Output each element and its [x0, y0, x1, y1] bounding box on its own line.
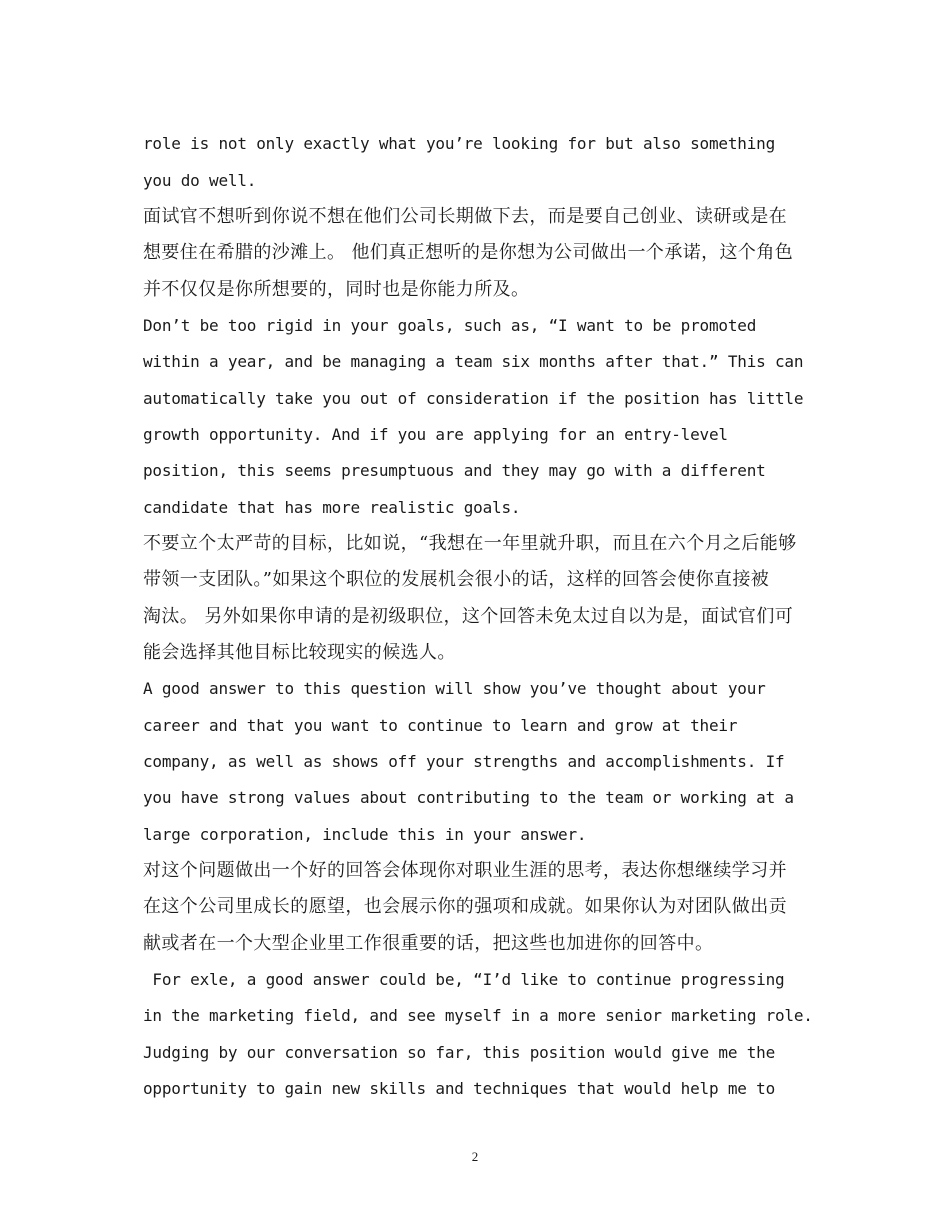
text-line: Judging by our conversation so far, this position would give me the	[143, 1043, 775, 1062]
text-line: Don’t be too rigid in your goals, such as, “I want to be promoted	[143, 316, 757, 335]
text-line: growth opportunity. And if you are applying for an entry-level	[143, 425, 728, 444]
text-line: 并不仅仅是你所想要的，同时也是你能力所及。	[143, 279, 530, 300]
text-line: you do well.	[143, 171, 257, 190]
text-line: 能会选择其他目标比较现实的候选人。	[143, 642, 456, 663]
text-line: candidate that has more realistic goals.	[143, 498, 521, 517]
text-line: automatically take you out of consideration if the position has little	[143, 389, 804, 408]
text-line: large corporation, include this in your answer.	[143, 825, 587, 844]
text-line: career and that you want to continue to learn and grow at their	[143, 716, 738, 735]
text-line: 想要住在希腊的沙滩上。 他们真正想听的是你想为公司做出一个承诺，这个角色	[143, 242, 794, 263]
text-line: 献或者在一个大型企业里工作很重要的话，把这些也加进你的回答中。	[143, 933, 714, 954]
text-line: For exle, a good answer could be, “I’d like to continue progressing	[143, 970, 785, 989]
text-line: opportunity to gain new skills and techniques that would help me to	[143, 1079, 775, 1098]
text-line: in the marketing field, and see myself in a more senior marketing role.	[143, 1006, 813, 1025]
text-line: company, as well as shows off your strengths and accomplishments. If	[143, 752, 785, 771]
text-line: role is not only exactly what you’re looking for but also something	[143, 134, 775, 153]
text-line: 对这个问题做出一个好的回答会体现你对职业生涯的思考，表达你想继续学习并	[143, 860, 787, 881]
page-number: 2	[471, 1149, 479, 1164]
text-line: 在这个公司里成长的愿望，也会展示你的强项和成就。如果你认为对团队做出贡	[143, 896, 787, 917]
text-line: position, this seems presumptuous and they may go with a different	[143, 461, 766, 480]
text-line: 带领一支团队。”如果这个职位的发展机会很小的话，这样的回答会使你直接被	[143, 569, 770, 590]
text-line: 淘汰。 另外如果你申请的是初级职位，这个回答未免太过自以为是，面试官们可	[143, 606, 794, 627]
text-line: 面试官不想听到你说不想在他们公司长期做下去，而是要自己创业、读研或是在	[143, 206, 787, 227]
text-line: A good answer to this question will show you’ve thought about your	[143, 679, 766, 698]
text-line: within a year, and be managing a team six months after that.” This can	[143, 352, 804, 371]
text-line: you have strong values about contributing to the team or working at a	[143, 788, 794, 807]
text-line: 不要立个太严苛的目标，比如说，“我想在一年里就升职，而且在六个月之后能够	[143, 533, 797, 554]
